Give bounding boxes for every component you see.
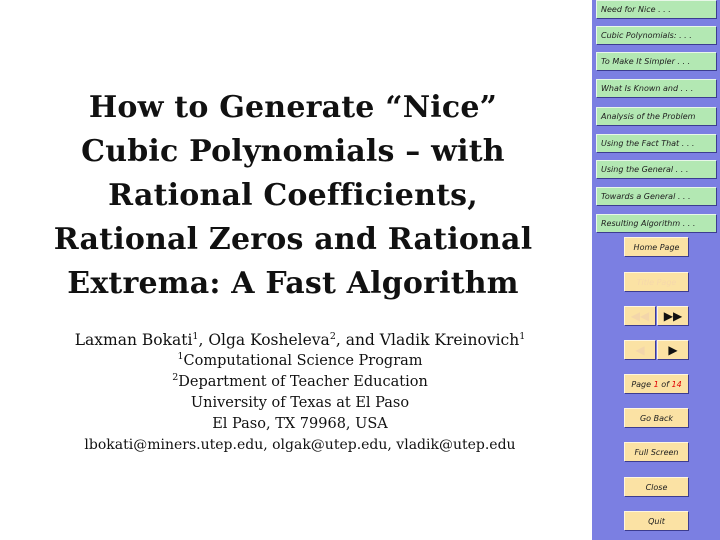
title-page-button[interactable]: Title Page	[624, 272, 688, 291]
affiliation-line	[0, 372, 600, 393]
author-block	[0, 330, 600, 456]
section-link[interactable]: Using the Fact That . . .	[596, 134, 716, 152]
separator: ,	[198, 331, 209, 349]
affiliation: Computational Science Program	[183, 353, 423, 369]
author-name: Vladik Kreinovich	[379, 331, 520, 349]
page-label: Page	[631, 380, 654, 389]
affiliation-mark: 1	[177, 351, 184, 363]
next-page-button[interactable]: ▶	[657, 340, 688, 359]
affiliation-line	[0, 351, 600, 372]
section-link[interactable]: Cubic Polynomials: . . .	[596, 26, 716, 44]
section-link[interactable]: Using the General . . .	[596, 160, 716, 178]
affiliation-mark: 2	[329, 330, 336, 342]
last-page-button[interactable]: ▶▶	[657, 306, 688, 325]
title-line: Rational Zeros and Rational	[53, 222, 533, 257]
page-of-label: of	[658, 380, 672, 389]
affiliation-mark: 2	[172, 372, 179, 384]
title-line: Cubic Polynomials – with	[81, 134, 505, 169]
section-link[interactable]: Need for Nice . . .	[596, 0, 716, 18]
author-line	[0, 330, 600, 351]
previous-page-button[interactable]: ◀	[624, 340, 655, 359]
page-indicator	[624, 374, 688, 393]
email-line: lbokati@miners.utep.edu, olgak@utep.edu, vladik@utep.edu	[84, 437, 516, 453]
section-link[interactable]: Towards a General . . .	[596, 187, 716, 205]
affiliation-mark: 1	[519, 330, 526, 342]
university: University of Texas at El Paso	[190, 395, 410, 411]
address: El Paso, TX 79968, USA	[212, 416, 388, 432]
total-pages-number: 14	[671, 380, 682, 389]
section-link[interactable]: To Make It Simpler . . .	[596, 52, 716, 70]
navigation-sidebar	[592, 0, 720, 540]
paper-title	[10, 86, 576, 306]
title-line: Extrema: A Fast Algorithm	[67, 266, 519, 301]
full-screen-button[interactable]: Full Screen	[624, 442, 688, 461]
home-page-button[interactable]: Home Page	[624, 237, 688, 256]
section-link[interactable]: What Is Known and . . .	[596, 79, 716, 97]
current-page-number: 1	[653, 380, 659, 389]
separator: , and	[335, 331, 380, 349]
section-link[interactable]: Resulting Algorithm . . .	[596, 214, 716, 232]
quit-button[interactable]: Quit	[624, 511, 688, 530]
author-name: Laxman Bokati	[74, 331, 193, 349]
title-line: Rational Coefficients,	[108, 178, 478, 213]
close-button[interactable]: Close	[624, 477, 688, 496]
section-link[interactable]: Analysis of the Problem	[596, 107, 716, 125]
affiliation-mark: 1	[192, 330, 199, 342]
go-back-button[interactable]: Go Back	[624, 408, 688, 427]
first-page-button[interactable]: ◀◀	[624, 306, 655, 325]
title-line: How to Generate “Nice”	[88, 90, 498, 125]
affiliation: Department of Teacher Education	[178, 374, 428, 390]
author-name: Olga Kosheleva	[208, 331, 330, 349]
